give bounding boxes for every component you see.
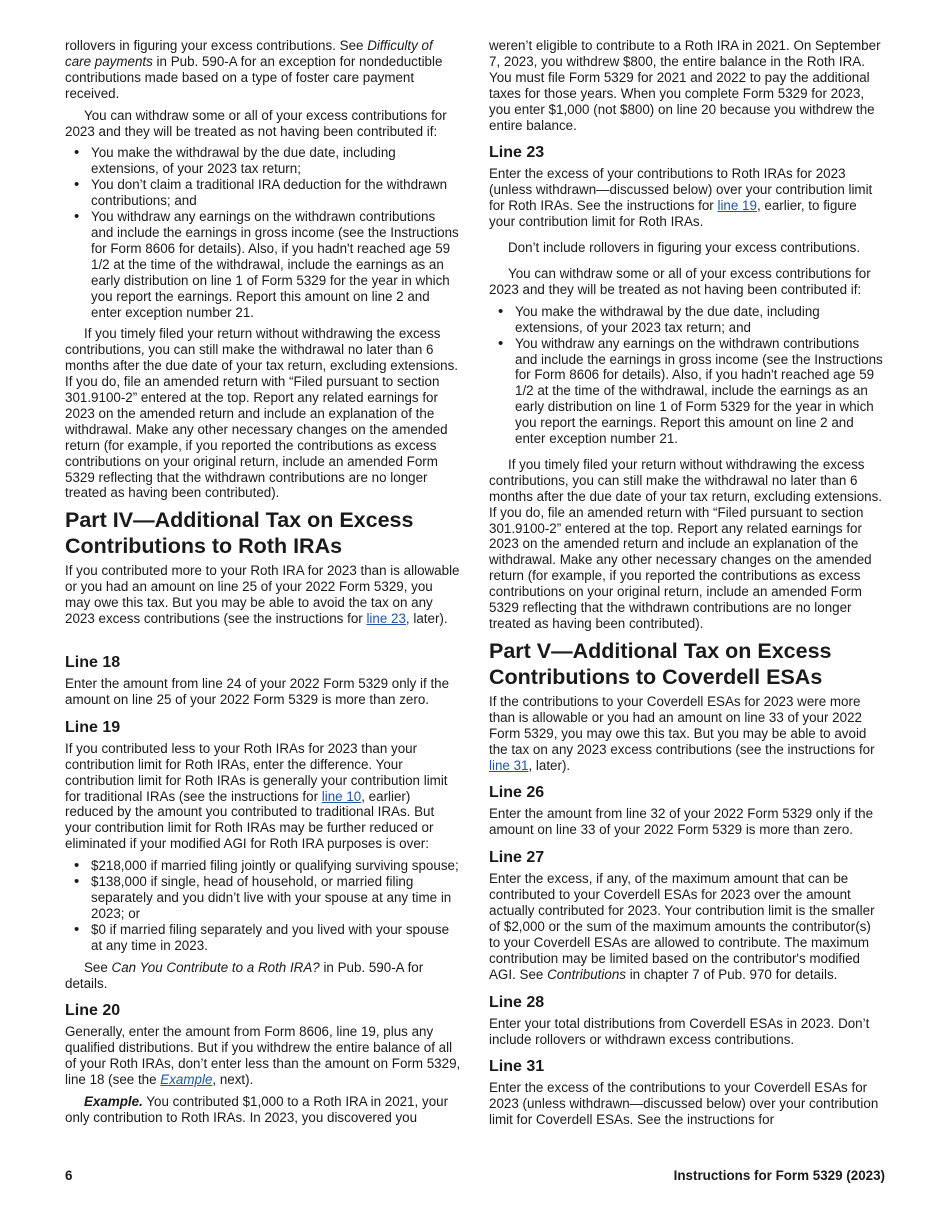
document-title: Instructions for Form 5329 (2023) <box>673 1168 885 1183</box>
line-23-link[interactable]: line 23 <box>366 611 406 627</box>
paragraph: Enter the amount from line 32 of your 2022 Form 5329 only if the amount on line 33 of your 2022 Form 5329 is more than zero. <box>489 806 874 838</box>
part-v-heading: Part V—Additional Tax on Excess Contributions to Coverdell ESAs <box>489 638 832 689</box>
list-item: • $218,000 if married filing jointly or qualifying surviving spouse; <box>91 858 461 874</box>
paragraph: If the contributions to your Coverdell ESAs for 2023 were more than is allowable or you had an amount on line 33 of your 2022 Form 5329, you may owe this tax. But you may be able to avoid the tax on any 2023 excess contributions (see the instructions for line 31, later). <box>489 693 875 773</box>
line-18-heading: Line 18 <box>65 654 121 671</box>
line-31-heading: Line 31 <box>489 1058 545 1076</box>
paragraph: If you timely filed your return without withdrawing the excess contributions, you can still make the withdrawal no later than 6 months after the due date of your tax return, excluding extensions. If you do, file an amended return with “Filed pursuant to section 301.9100-2” entered at the top. Report any related earnings for 2023 on the amended return and include an explanation of the withdrawal. Make any other necessary changes on the amended return (for example, if you reported the contributions as excess contributions on your original return, include an amended Form 5329 reflecting that the withdrawn contributions are no longer treated as having been contributed). <box>489 456 883 631</box>
example-label: Example. <box>84 1094 143 1110</box>
paragraph: weren’t eligible to contribute to a Roth IRA in 2021. On September 7, 2023, you withdrew $800, the entire balance in the Roth IRA. You must file Form 5329 for 2021 and 2022 to pay the additional taxes for those years. When you complete Form 5329 for 2023, you enter $1,000 (not $800) on line 20 because you withdrew the entire balance. <box>489 38 881 133</box>
right-column <box>489 38 885 1134</box>
left-column <box>65 38 461 1132</box>
paragraph: If you contributed less to your Roth IRAs for 2023 than your contribution limit for Roth IRAs, enter the difference. Your contribution limit for Roth IRAs is generally your contribution limit for traditional IRAs (see the instructions for line 10, earlier) reduced by the amount you contributed to traditional IRAs. But your contribution limit for Roth IRAs may be further reduced or eliminated if your modified AGI for Roth IRA purposes is over: <box>65 740 448 852</box>
paragraph: If you timely filed your return without withdrawing the excess contributions, you can still make the withdrawal no later than 6 months after the due date of your tax return, excluding extensions. If you do, file an amended return with “Filed pursuant to section 301.9100-2” entered at the top. Report any related earnings for 2023 on the amended return and include an explanation of the withdrawal. Make any other necessary changes on the amended return (for example, if you reported the contributions as excess contributions on your original return, include an amended Form 5329 reflecting that the withdrawn contributions are no longer treated as having been contributed). <box>65 326 459 501</box>
line-20-heading: Line 20 <box>65 1002 121 1020</box>
part-iv-heading: Part IV—Additional Tax on Excess Contributions to Roth IRAs <box>65 508 414 559</box>
paragraph: Enter the excess of the contributions to your Coverdell ESAs for 2023 (unless withdrawn—discussed below) over your contribution limit for Coverdell ESAs. See the instructions for <box>489 1080 879 1128</box>
line-23-heading: Line 23 <box>489 144 545 162</box>
paragraph: Don’t include rollovers in figuring your excess contributions. <box>508 240 861 256</box>
list-item: • $138,000 if single, head of household, or married filing separately and you didn’t live with your spouse at any time in 2023; or <box>91 874 461 922</box>
page-number: 6 <box>65 1168 73 1183</box>
example-link[interactable]: Example <box>160 1072 213 1088</box>
list-item: • You make the withdrawal by the due date, including extensions, of your 2023 tax return; and <box>515 304 885 336</box>
paragraph: You can withdraw some or all of your excess contributions for 2023 and they will be treated as not having been contributed if: <box>65 107 447 139</box>
paragraph: If you contributed more to your Roth IRA for 2023 than is allowable or you had an amount on line 25 of your 2022 Form 5329, you may owe this tax. But you may be able to avoid the tax on any 2023 excess contributions (see the instructions for line 23, later). <box>65 563 460 627</box>
list-item: • You withdraw any earnings on the withdrawn contributions and include the earnings in gross income (see the Instructions for Form 8606 for details). Also, if you hadn't reached age 59 1/2 at the time of the withdrawal, include the earnings as an early distribution on line 1 of Form 5329 for the year in which you report the earnings. Report this amount on line 2 and enter exception number 21. <box>515 336 885 447</box>
line-31-link[interactable]: line 31 <box>489 757 529 773</box>
list-item: • You withdraw any earnings on the withdrawn contributions and include the earnings in gross income (see the Instructions for Form 8606 for details). Also, if you hadn't reached age 59 1/2 at the time of the withdrawal, include the earnings as an early distribution on line 1 of Form 5329 for the year in which you report the earnings. Report this amount on line 2 and enter exception number 21. <box>91 209 461 320</box>
list-item: • You make the withdrawal by the due date, including extensions, of your 2023 tax return; <box>91 145 461 177</box>
paragraph: Enter the amount from line 24 of your 2022 Form 5329 only if the amount on line 25 of your 2022 Form 5329 is more than zero. <box>65 676 450 707</box>
line-10-link[interactable]: line 10 <box>321 788 362 804</box>
line-19-heading: Line 19 <box>65 718 121 736</box>
paragraph: Generally, enter the amount from Form 8606, line 19, plus any qualified distributions. But if you withdrew the entire balance of all of your Roth IRAs, don’t enter less than the amount on Form 5329, line 18 (see the Example, next). <box>65 1024 461 1088</box>
paragraph: Enter the excess of your contributions to Roth IRAs for 2023 (unless withdrawn—discussed below) over your contribution limit for Roth IRAs. See the instructions for line 19, earlier, to figure your contribution limit for Roth IRAs. <box>489 166 873 230</box>
line-19-link[interactable]: line 19 <box>717 198 757 214</box>
line-26-heading: Line 26 <box>489 784 545 802</box>
bullet-list <box>65 145 461 320</box>
paragraph: You can withdraw some or all of your excess contributions for 2023 and they will be treated as not having been contributed if: <box>489 265 871 297</box>
paragraph: Example. You contributed $1,000 to a Roth IRA in 2021, your only contribution to Roth IRAs. In 2023, you discovered you <box>65 1094 449 1125</box>
line-28-heading: Line 28 <box>489 993 545 1011</box>
bullet-list <box>489 304 885 447</box>
list-item: • $0 if married filing separately and you lived with your spouse at any time in 2023. <box>91 922 461 954</box>
paragraph: rollovers in figuring your excess contributions. See Difficulty of care payments in Pub. 590-A for an exception for nondeductible contributions made based on a type of foster care payment received. <box>65 38 443 101</box>
paragraph: See Can You Contribute to a Roth IRA? in Pub. 590-A for details. <box>65 959 424 991</box>
line-27-heading: Line 27 <box>489 849 545 867</box>
list-item: • You don’t claim a traditional IRA deduction for the withdrawn contributions; and <box>91 177 461 209</box>
paragraph: Enter your total distributions from Coverdell ESAs in 2023. Don’t include rollovers or withdrawn excess contributions. <box>489 1015 870 1047</box>
paragraph: Enter the excess, if any, of the maximum amount that can be contributed to your Coverdell ESAs for 2023 over the amount actually contributed for 2023. Your contribution limit is the smaller of $2,000 or the sum of the maximum amounts the contributor(s) to your Coverdell ESAs are allowed to contribute. The maximum contribution may be limited based on the contributor's modified AGI. See Contributions in chapter 7 of Pub. 970 for details. <box>489 871 875 982</box>
bullet-list <box>65 858 461 953</box>
